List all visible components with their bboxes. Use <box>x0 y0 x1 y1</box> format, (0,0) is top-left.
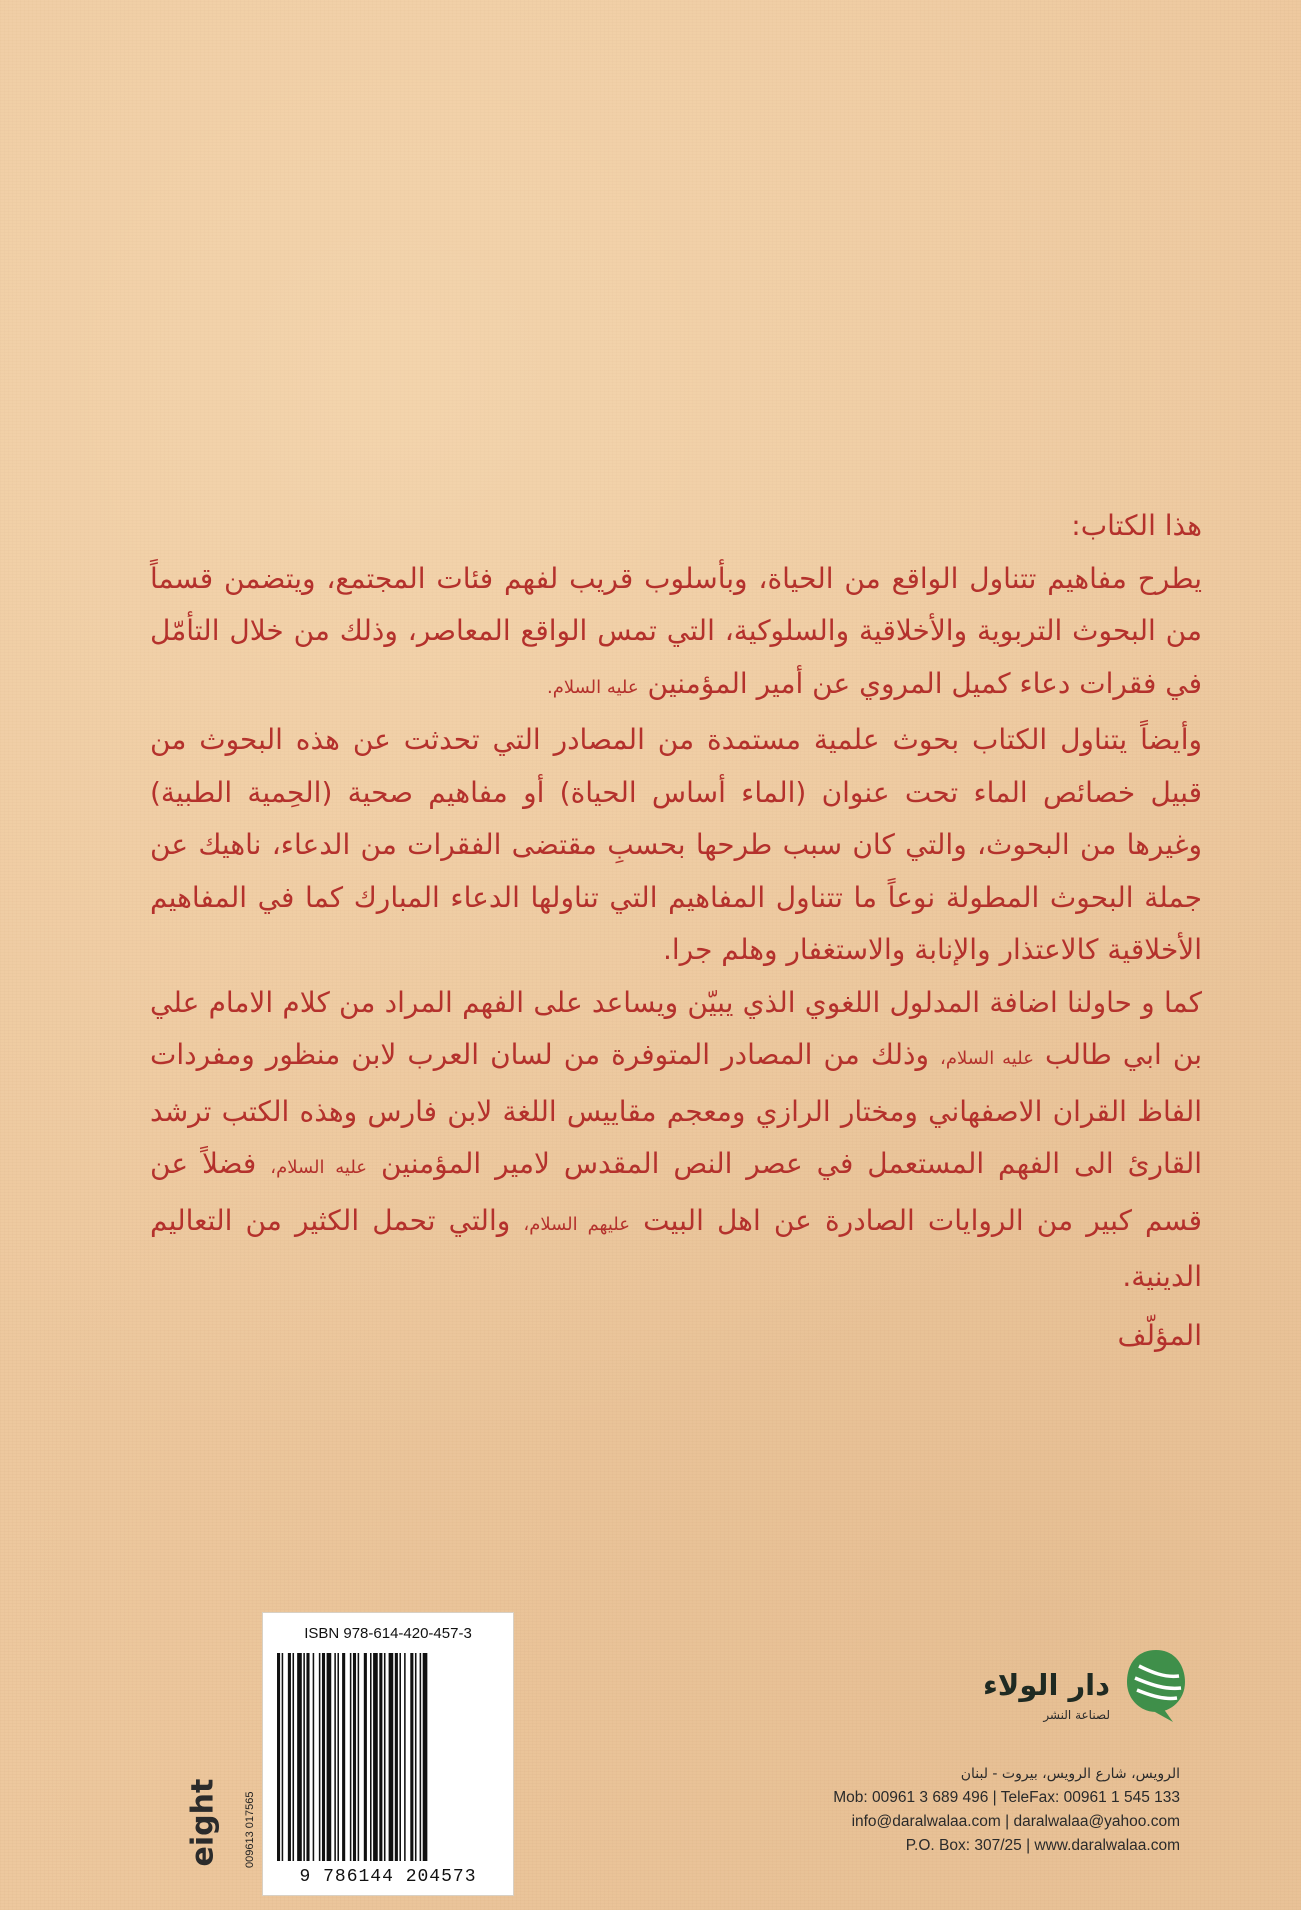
back-cover-blurb <box>150 500 1202 1362</box>
blurb-paragraph-1 <box>150 553 1202 715</box>
publisher-address: الرويس، شارع الرويس، بيروت - لبنان <box>960 1766 1180 1782</box>
author-signature: المؤلّف <box>1117 1318 1202 1352</box>
publisher-tagline: لصناعة النشر <box>1043 1708 1110 1722</box>
blurb-paragraph-2: وأيضاً يتناول الكتاب بحوث علمية مستمدة من المصادر التي تحدثت عن هذه البحوث من قبيل خصائص الماء تحت عنوان (الماء أساس الحياة) أو مفاهيم صحية (الحِمية الطبية) وغيرها من البحوث، والتي كان سبب طرحها بحسبِ مقتضى الفقرات من الدعاء، ناهيك عن جملة البحوث المطولة نوعاً ما تتناول المفاهيم التي تناولها الدعاء المبارك كما في المفاهيم الأخلاقية كالاعتذار والإنابة والاستغفار وهلم جرا. <box>150 723 1202 966</box>
eight-wordmark: eight <box>185 1778 221 1867</box>
blurb-heading: هذا الكتاب: <box>1071 509 1202 542</box>
blurb-paragraph-3-part-1: كما و حاولنا اضافة المدلول اللغوي الذي يبيّن ويساعد على الفهم المراد من كلام الامام علي بن ابي طالب <box>150 985 1202 1071</box>
publisher-emails: info@daralwalaa.com | daralwalaa@yahoo.com <box>851 1813 1180 1830</box>
publisher-name: دار الولاء <box>982 1668 1110 1702</box>
barcode-bars <box>277 1653 499 1861</box>
publisher-phones: Mob: 00961 3 689 496 | TeleFax: 00961 1 545 133 <box>833 1789 1180 1806</box>
isbn-label: ISBN 978-614-420-457-3 <box>304 1625 472 1642</box>
blurb-paragraph-3 <box>150 977 1202 1304</box>
blurb-paragraph-1-text: يطرح مفاهيم تتناول الواقع من الحياة، وبأسلوب قريب لفهم فئات المجتمع، ويتضمن قسماً من البحوث التربوية والأخلاقية والسلوكية، التي تمس الواقع المعاصر، وذلك من خلال التأمّل في فقرات دعاء كميل المروي عن أمير المؤمنين <box>150 561 1202 700</box>
blurb-paragraph-3-part-2: وذلك من المصادر المتوفرة من لسان العرب لابن منظور ومفردات الفاظ القران الاصفهاني ومختار الرازي ومعجم مقاييس اللغة لابن فارس وهذه الكتب ترشد القارئ الى الفهم المستعمل في عصر النص المقدس لامير المؤمنين <box>150 1038 1203 1180</box>
publisher-contact <box>700 1762 1180 1858</box>
publisher-po-web: P.O. Box: 307/25 | www.daralwalaa.com <box>905 1837 1180 1854</box>
isbn-digits: 9 786144 204573 <box>299 1867 477 1887</box>
honorific: عليه السلام. <box>546 676 639 698</box>
honorific: عليهم السلام، <box>523 1213 630 1235</box>
publisher-logo-icon <box>1125 1648 1187 1724</box>
eight-logo <box>178 1750 256 1890</box>
honorific: عليه السلام، <box>270 1157 368 1178</box>
honorific: عليه السلام، <box>940 1048 1034 1069</box>
blurb-paragraph-3-part-3: فضلاً عن قسم كبير من الروايات الصادرة عن اهل البيت <box>150 1147 1203 1237</box>
blurb-paragraph-3-part-4: والتي تحمل الكثير من التعاليم الدينية. <box>150 1203 1202 1293</box>
isbn-barcode <box>262 1612 514 1896</box>
eight-code: 009613 017565 <box>244 1791 256 1868</box>
